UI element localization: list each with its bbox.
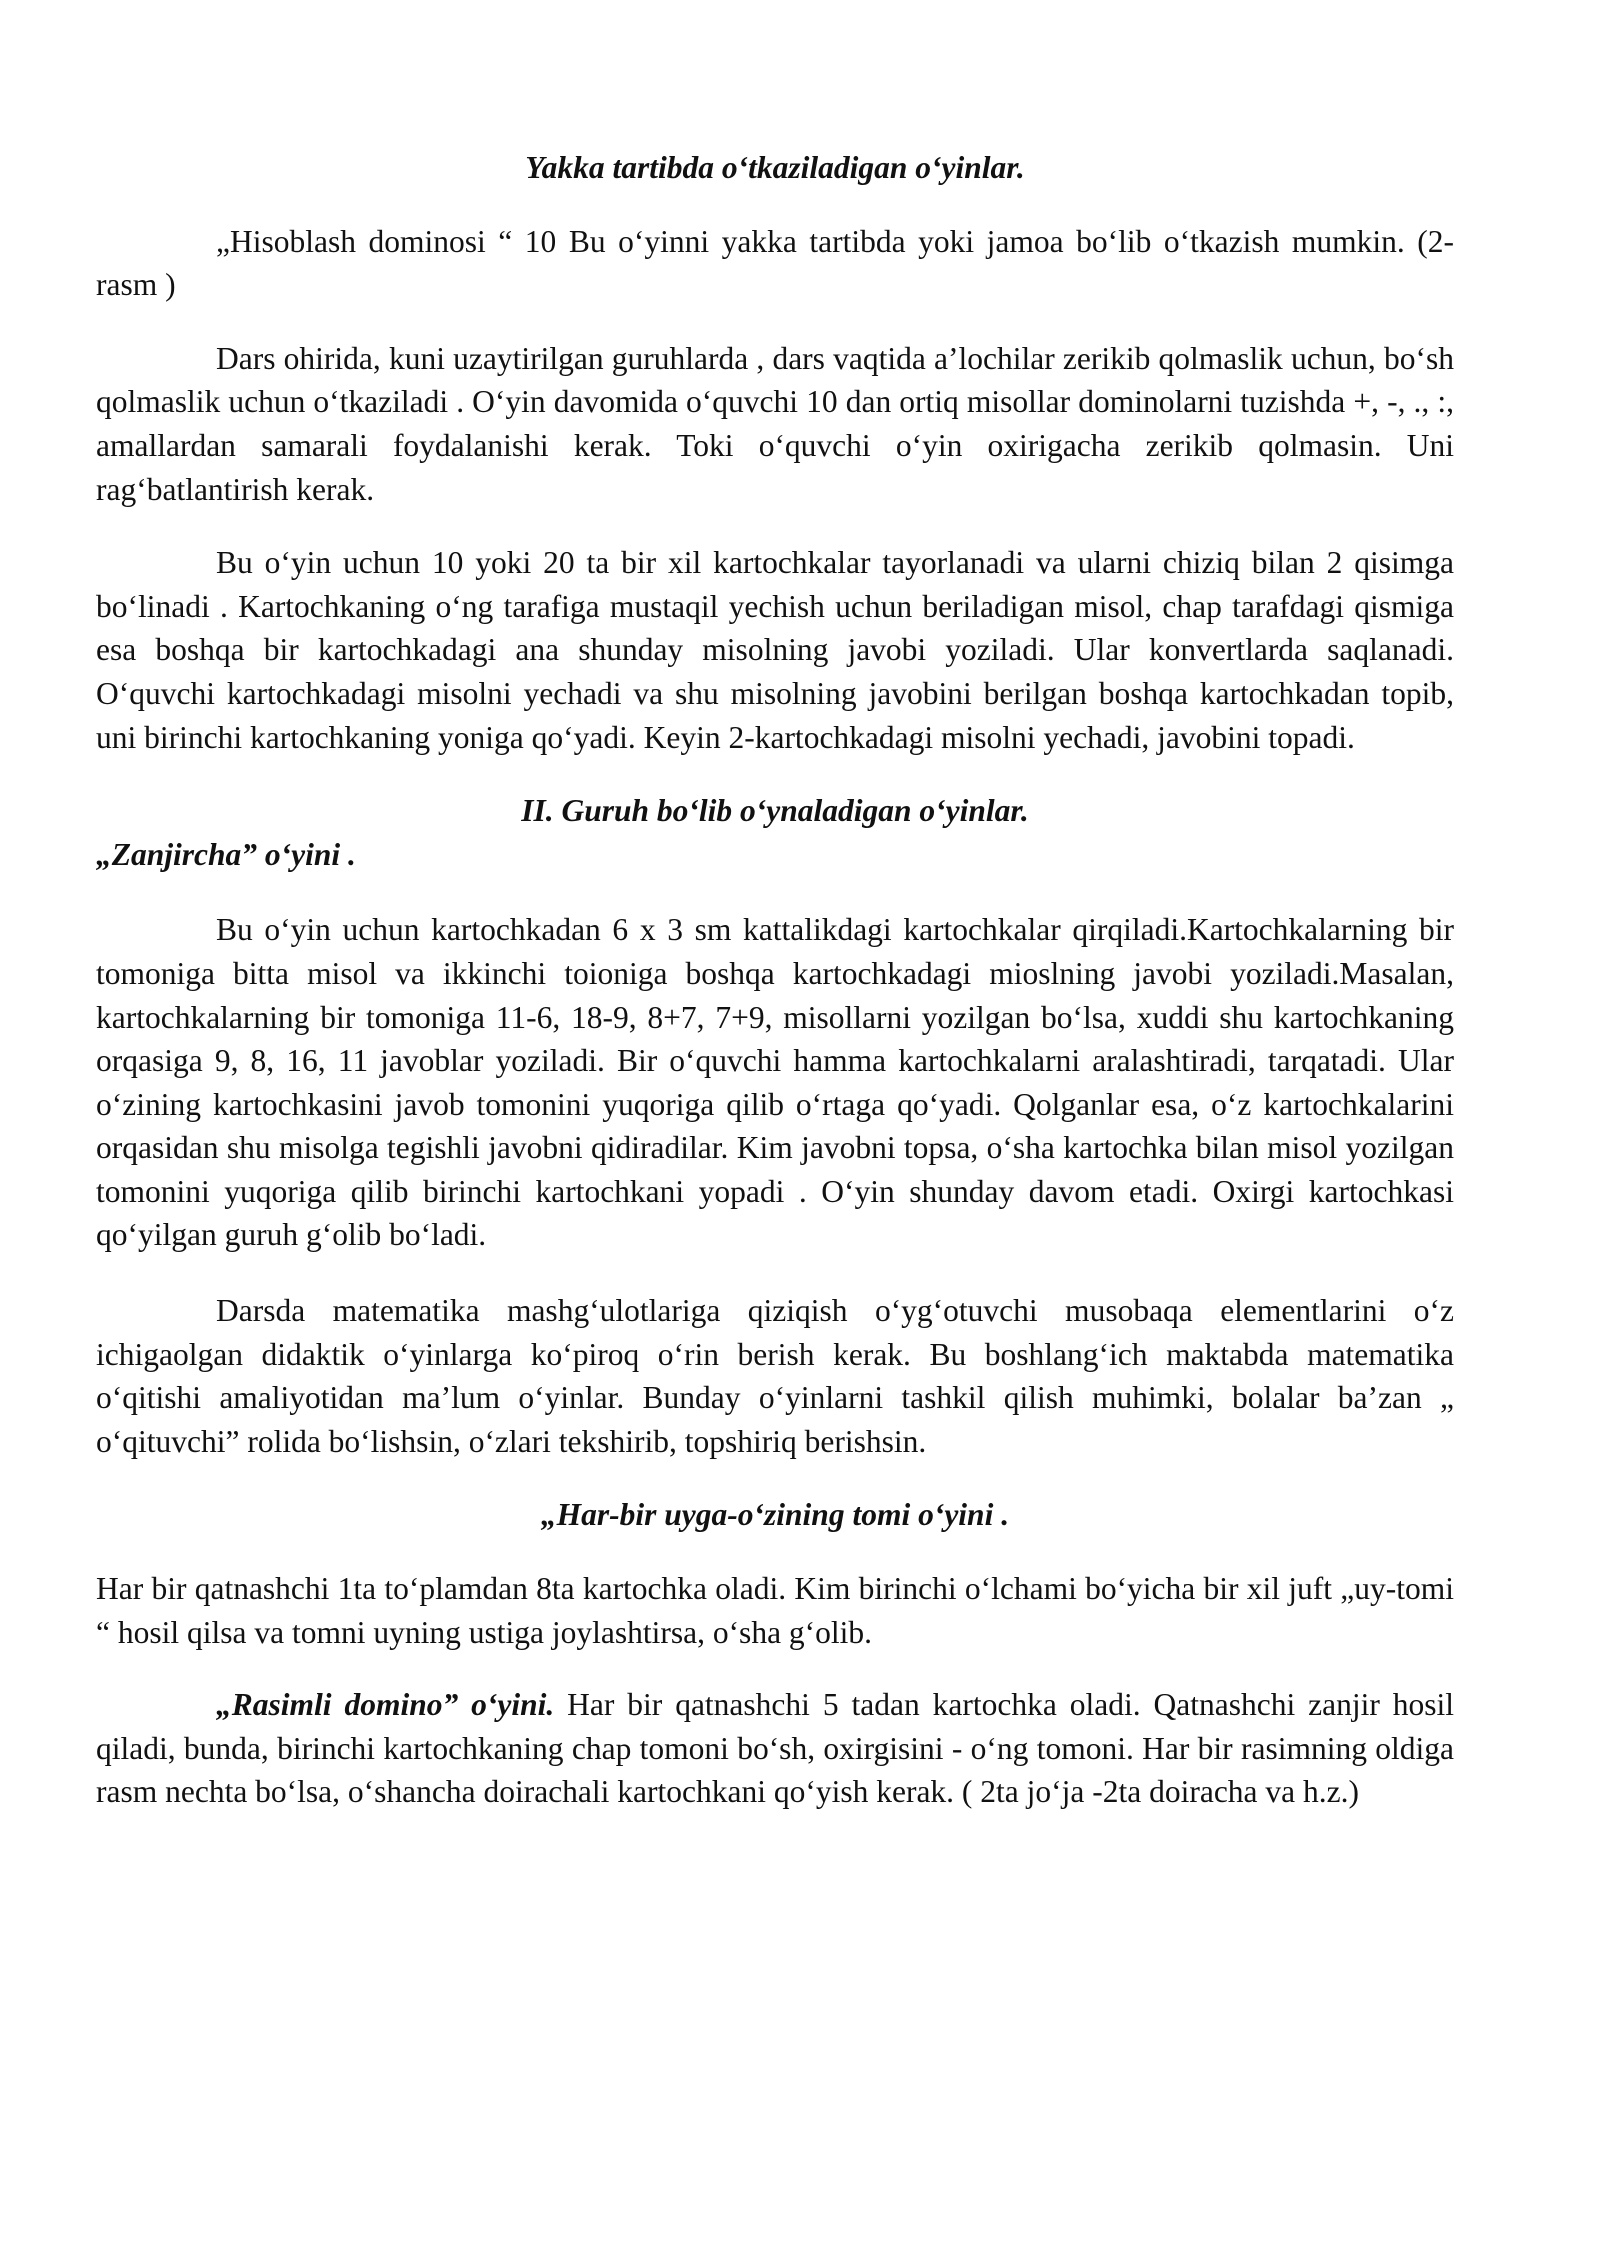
section-heading-individual-games: Yakka tartibda o‘tkaziladigan o‘yinlar. (525, 150, 1025, 185)
document-body (96, 146, 1454, 1814)
paragraph-lesson-end: Dars ohirida, kuni uzaytirilgan guruhlarda , dars vaqtida a’lochilar zerikib qolmaslik uchun, bo‘sh qolmaslik uchun o‘tkaziladi . O‘yin davomida o‘quvchi 10 dan ortiq misollar dominolarni tuzishda +, -, ., :, amallardan samarali foydalanishi kerak. Toki o‘quvchi o‘yin oxirigacha zerikib qolmasin. Uni rag‘batlantirish kerak. (96, 340, 1454, 507)
game-title-zanjircha: „Zanjircha” o‘yini . (96, 836, 356, 872)
paragraph-rasimli-domino (96, 1683, 1454, 1814)
paragraph-card-preparation: Bu o‘yin uchun 10 yoki 20 ta bir xil kartochkalar tayorlanadi va ularni chiziq bilan 2 qisimga bo‘linadi . Kartochkaning o‘ng tarafiga mustaqil yechish uchun beriladigan misol, chap tarafdagi qismiga esa boshqa bir kartochkadagi ana shunday misolning javobi yoziladi. Ular konvertlarda saqlanadi. O‘quvchi kartochkadagi misolni yechadi va shu misolning javobini berilgan boshqa kartochkadan topib, uni birinchi kartochkaning yoniga qo‘yadi. Keyin 2-kartochkadagi misolni yechadi, javobini topadi. (96, 545, 1454, 755)
paragraph-zanjircha-rules: Bu o‘yin uchun kartochkadan 6 x 3 sm kattalikdagi kartochkalar qirqiladi.Kartochkalarning bir tomoniga bitta misol va ikkinchi toioniga boshqa kartochkadagi mioslning javobi yoziladi.Masalan, kartochkalarning bir tomoniga 11-6, 18-9, 8+7, 7+9, misollarni yozilgan bo‘lsa, xuddi shu kartochkaning orqasiga 9, 8, 16, 11 javoblar yoziladi. Bir o‘quvchi hamma kartochkalarni aralashtiradi, tarqatadi. Ular o‘zining kartochkasini javob tomonini yuqoriga qilib o‘rtaga qo‘yadi. Qolganlar esa, o‘z kartochkalarini orqasidan shu misolga tegishli javobni qidiradilar. Kim javobni topsa, o‘sha kartochka bilan misol yozilgan tomonini yuqoriga qilib birinchi kartochkani yopadi . O‘yin shunday davom etadi. Oxirgi kartochkasi qo‘yilgan guruh g‘olib bo‘ladi. (96, 912, 1454, 1253)
section-heading-group-games: II. Guruh bo‘lib o‘ynaladigan o‘yinlar. (521, 793, 1029, 829)
paragraph-didactic-games: Darsda matematika mashg‘ulotlariga qiziqish o‘yg‘otuvchi musobaqa elementlarini o‘z ichigaolgan didaktik o‘yinlarga ko‘piroq o‘rin berish kerak. Bu boshlang‘ich maktabda matematika o‘qitishi amaliyotidan ma’lum o‘yinlar. Bunday o‘yinlarni tashkil qilish muhimki, bolalar ba’zan „ o‘qituvchi” rolida bo‘lishsin, o‘zlari tekshirib, topshiriq berishsin. (96, 1293, 1454, 1459)
paragraph-har-bir-uyga-rules: Har bir qatnashchi 1ta to‘plamdan 8ta kartochka oladi. Kim birinchi o‘lchami bo‘yicha bir xil juft „uy-tomi “ hosil qilsa va tomni uyning ustiga joylashtirsa, o‘sha g‘olib. (96, 1571, 1454, 1650)
game-title-rasimli-domino: „Rasimli domino” o‘yini. (216, 1687, 555, 1723)
paragraph-domino-intro: „Hisoblash dominosi “ 10 Bu o‘yinni yakka tartibda yoki jamoa bo‘lib o‘tkazish mumkin. (2- rasm ) (96, 223, 1454, 303)
rasimli-domino-rules: Har bir qatnashchi 5 tadan kartochka oladi. Qatnashchi zanjir hosil qiladi, bunda, birinchi kartochkaning chap tomoni bo‘sh, oxirgisini - o‘ng tomoni. Har bir rasimning oldiga rasm nechta bo‘lsa, o‘shancha doirachali kartochkani qo‘yish kerak. ( 2ta jo‘ja -2ta doiracha va h.z.) (96, 1687, 1454, 1810)
game-title-har-bir-uyga: „Har-bir uyga-o‘zining tomi o‘yini . (540, 1497, 1010, 1533)
